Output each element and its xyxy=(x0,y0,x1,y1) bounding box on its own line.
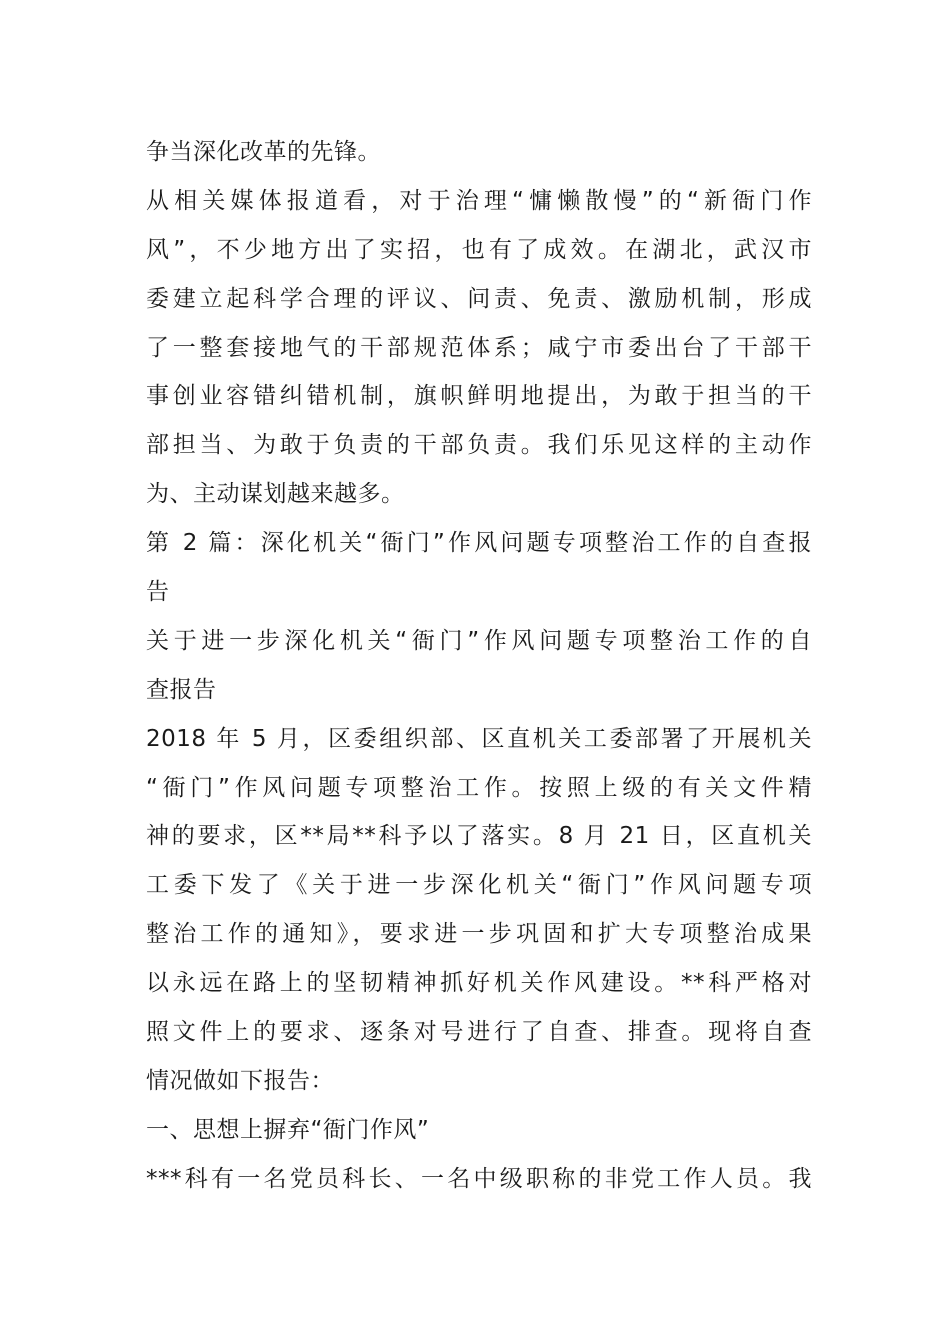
text-line: ***科有一名党员科长、一名中级职称的非党工作人员。我 xyxy=(146,1165,812,1192)
text-line: 神的要求，区**局**科予以了落实。8 月 21 日，区直机关 xyxy=(146,823,812,850)
text-line: 工委下发了《关于进一步深化机关“衙门”作风问题专项 xyxy=(146,872,812,899)
section-heading-line: 告 xyxy=(146,579,170,606)
document-body xyxy=(146,128,812,1204)
text-line: 为、主动谋划越来越多。 xyxy=(146,481,405,508)
text-line: 照文件上的要求、逐条对号进行了自查、排查。现将自查 xyxy=(146,1019,812,1046)
section-heading-line: 第 2 篇：深化机关“衙门”作风问题专项整治工作的自查报 xyxy=(146,530,812,557)
text-line: 从相关媒体报道看，对于治理“慵懒散慢”的“新衙门作 xyxy=(146,187,812,214)
text-line: 争当深化改革的先锋。 xyxy=(146,139,381,165)
text-line: 风”，不少地方出了实招，也有了成效。在湖北，武汉市 xyxy=(146,236,812,263)
text-line: 以永远在路上的坚韧精神抓好机关作风建设。**科严格对 xyxy=(146,970,812,997)
text-line: “衙门”作风问题专项整治工作。按照上级的有关文件精 xyxy=(146,774,812,801)
text-line: 委建立起科学合理的评议、问责、免责、激励机制，形成 xyxy=(146,285,812,312)
report-title-line: 关于进一步深化机关“衙门”作风问题专项整治工作的自 xyxy=(146,627,812,654)
subheading-line: 一、思想上摒弃“衙门作风” xyxy=(146,1116,430,1143)
text-line: 情况做如下报告： xyxy=(146,1067,334,1094)
text-line: 事创业容错纠错机制，旗帜鲜明地提出，为敢于担当的干 xyxy=(146,383,812,410)
text-line: 了一整套接地气的干部规范体系；咸宁市委出台了干部干 xyxy=(146,334,812,361)
text-line: 整治工作的通知》，要求进一步巩固和扩大专项整治成果 xyxy=(146,921,812,948)
report-title-line: 查报告 xyxy=(146,676,217,703)
text-line: 部担当、为敢于负责的干部负责。我们乐见这样的主动作 xyxy=(146,432,812,459)
text-line: 2018 年 5 月，区委组织部、区直机关工委部署了开展机关 xyxy=(146,725,812,752)
